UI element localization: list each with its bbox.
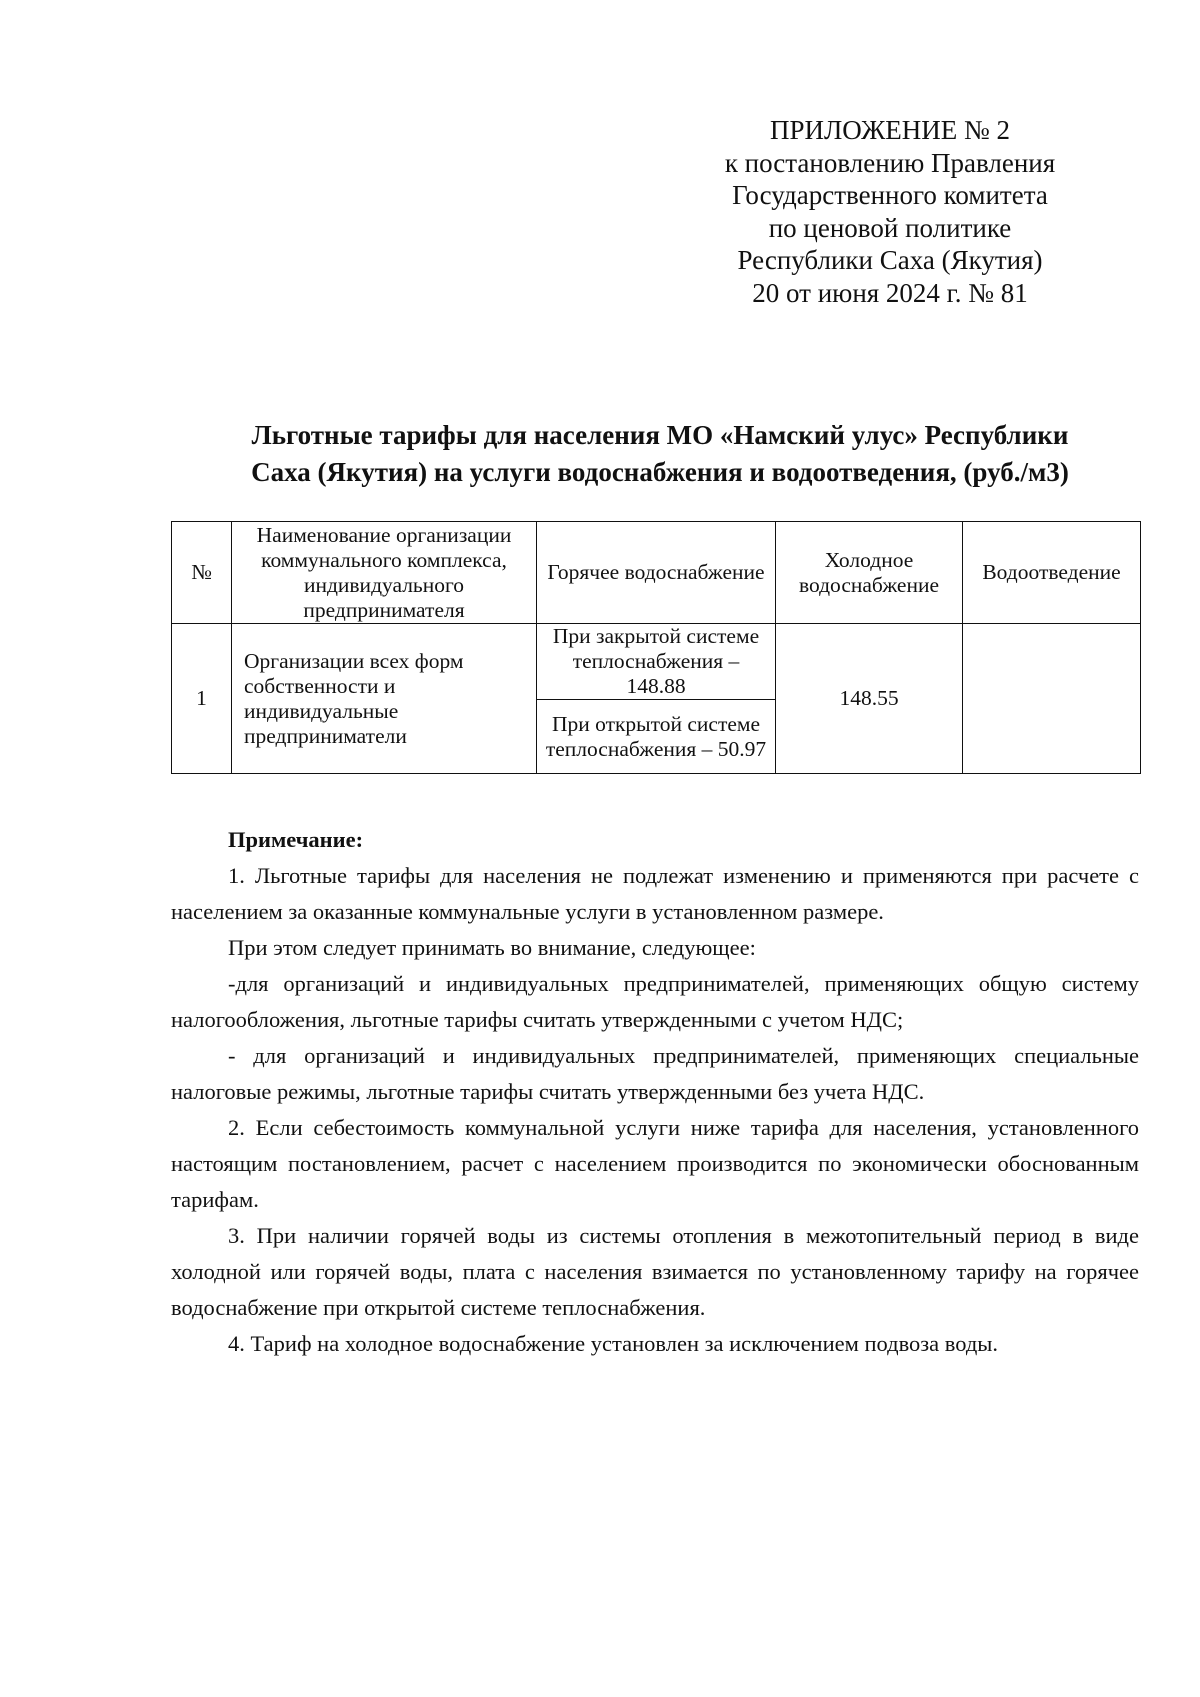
- cell-hot-closed: При закрытой системе теплоснабжения – 148.88: [537, 624, 776, 700]
- tariff-table: [171, 521, 1141, 774]
- note-paragraph: При этом следует принимать во внимание, следующее:: [228, 935, 756, 960]
- header-num: №: [172, 522, 232, 624]
- table-row: [172, 624, 1141, 700]
- document-title: [170, 417, 1150, 491]
- notes-section: [171, 822, 1139, 1362]
- cell-drainage: [963, 624, 1141, 774]
- note-paragraph: -для организаций и индивидуальных предпринимателей, применяющих общую систему налогообложения, льготные тарифы считать утвержденными с учетом НДС;: [171, 971, 1139, 1032]
- appendix-ref-line: Республики Саха (Якутия): [737, 245, 1043, 275]
- header-drainage: Водоотведение: [963, 522, 1141, 624]
- note-paragraph: 3. При наличии горячей воды из системы отопления в межотопительный период в виде холодной или горячей воды, плата с населения взимается по установленному тарифу на горячее водоснабжение при открытой системе теплоснабжения.: [171, 1223, 1139, 1320]
- table-header-row: [172, 522, 1141, 624]
- note-paragraph: 4. Тариф на холодное водоснабжение установлен за исключением подвоза воды.: [228, 1331, 999, 1356]
- cell-hot-open: При открытой системе теплоснабжения – 50.97: [537, 700, 776, 774]
- appendix-header: [690, 114, 1090, 309]
- header-cold-water: Холодное водоснабжение: [776, 522, 963, 624]
- title-line: Льготные тарифы для населения МО «Намский улус» Республики: [251, 420, 1069, 450]
- note-paragraph: 2. Если себестоимость коммунальной услуги ниже тарифа для населения, установленного настоящим постановлением, расчет с населением производится по экономически обоснованным тарифам.: [171, 1115, 1139, 1212]
- cell-cold-water: 148.55: [776, 624, 963, 774]
- appendix-ref-line: Государственного комитета: [732, 180, 1048, 210]
- header-org: Наименование организации коммунального комплекса, индивидуального предпринимателя: [232, 522, 537, 624]
- appendix-date: 20 от июня 2024 г. № 81: [752, 277, 1028, 308]
- cell-num: 1: [172, 624, 232, 774]
- note-paragraph: 1. Льготные тарифы для населения не подлежат изменению и применяются при расчете с населением за оказанные коммунальные услуги в установленном размере.: [171, 863, 1139, 924]
- appendix-ref-line: по ценовой политике: [768, 212, 1012, 243]
- appendix-ref-line: к постановлению Правления: [724, 147, 1056, 178]
- title-line: Саха (Якутия) на услуги водоснабжения и водоотведения, (руб./м3): [251, 457, 1069, 487]
- cell-org: Организации всех форм собственности и индивидуальные предприниматели: [232, 624, 537, 774]
- appendix-number: ПРИЛОЖЕНИЕ № 2: [769, 115, 1011, 145]
- note-paragraph: - для организаций и индивидуальных предпринимателей, применяющих специальные налоговые режимы, льготные тарифы считать утвержденными без учета НДС.: [171, 1043, 1139, 1104]
- header-hot-water: Горячее водоснабжение: [537, 522, 776, 624]
- notes-title: Примечание:: [228, 827, 364, 852]
